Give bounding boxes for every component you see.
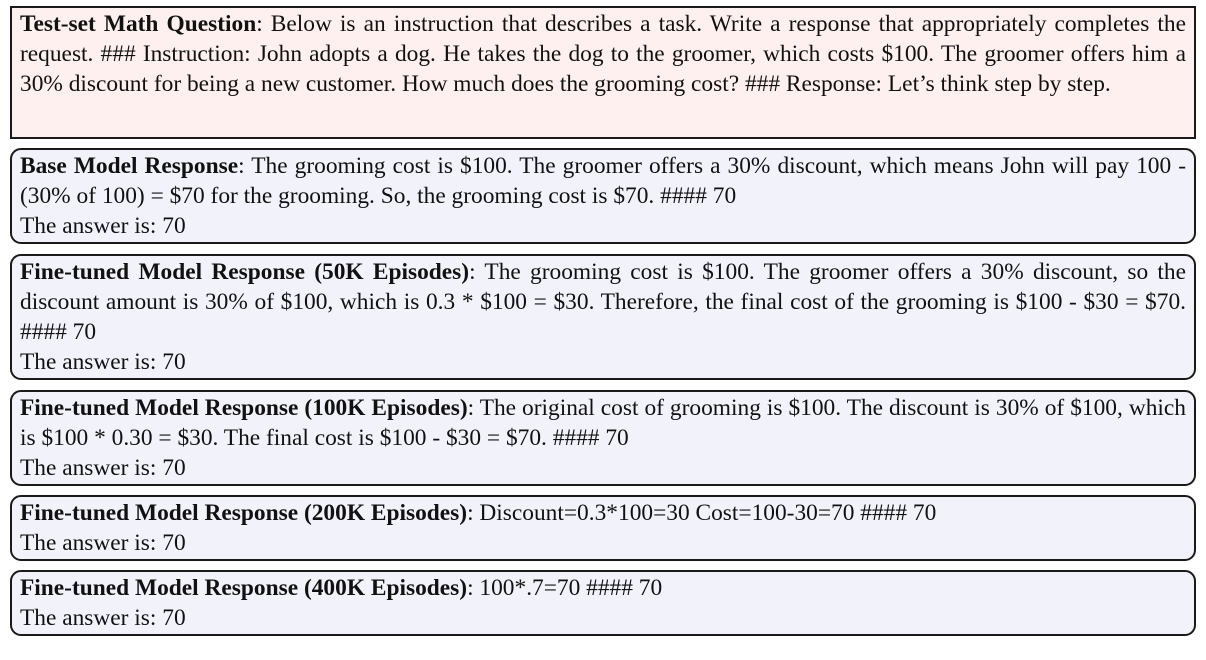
response-paragraph: [20, 257, 1186, 347]
test-set-question-box: [10, 6, 1196, 139]
response-answer: The answer is: 70: [20, 455, 186, 481]
response-text: : The grooming cost is $100. The groomer offers a 30% discount, so the discount amount is 30% of $100, which is 0.3 * $100 = $30. Therefore, the final cost of the grooming is $100 - $30 = $70. #### 70: [20, 259, 1186, 345]
base-model-response-box: [10, 148, 1196, 244]
question-label: Test-set Math Question: [20, 11, 257, 37]
response-answer: The answer is: 70: [20, 213, 186, 239]
finetuned-200k-response-box: [10, 495, 1196, 561]
response-label: Fine-tuned Model Response (200K Episodes): [20, 500, 468, 526]
response-paragraph: [20, 393, 1186, 453]
question-text: : Below is an instruction that describes a task. Write a response that appropriately completes the request. ### Instruction: John adopts a dog. He takes the dog to the groomer, which costs $100. The groomer offers him a 30% discount for being a new customer. How much does the grooming cost? ### Response: Let’s think step by step.: [20, 11, 1186, 97]
response-label: Base Model Response: [20, 153, 239, 179]
response-paragraph: [20, 498, 1186, 528]
finetuned-100k-response-box: [10, 390, 1196, 486]
response-label: Fine-tuned Model Response (400K Episodes): [20, 575, 468, 601]
response-text: : 100*.7=70 #### 70: [467, 575, 663, 601]
response-paragraph: [20, 573, 1186, 603]
response-text: : The grooming cost is $100. The groomer offers a 30% discount, which means John will pay 100 - (30% of 100) = $70 for the grooming. So, the grooming cost is $70. #### 70: [20, 153, 1186, 209]
response-text: : The original cost of grooming is $100. The discount is 30% of $100, which is $100 * 0.30 = $30. The final cost is $100 - $30 = $70. #### 70: [20, 395, 1186, 451]
response-paragraph: [20, 151, 1186, 211]
response-label: Fine-tuned Model Response (50K Episodes): [20, 259, 470, 285]
response-answer: The answer is: 70: [20, 349, 186, 375]
response-answer: The answer is: 70: [20, 530, 186, 556]
response-answer: The answer is: 70: [20, 605, 186, 631]
response-label: Fine-tuned Model Response (100K Episodes): [20, 395, 468, 421]
finetuned-400k-response-box: [10, 570, 1196, 636]
finetuned-50k-response-box: [10, 254, 1196, 380]
response-text: : Discount=0.3*100=30 Cost=100-30=70 #### 70: [467, 500, 937, 526]
question-paragraph: [20, 9, 1186, 99]
